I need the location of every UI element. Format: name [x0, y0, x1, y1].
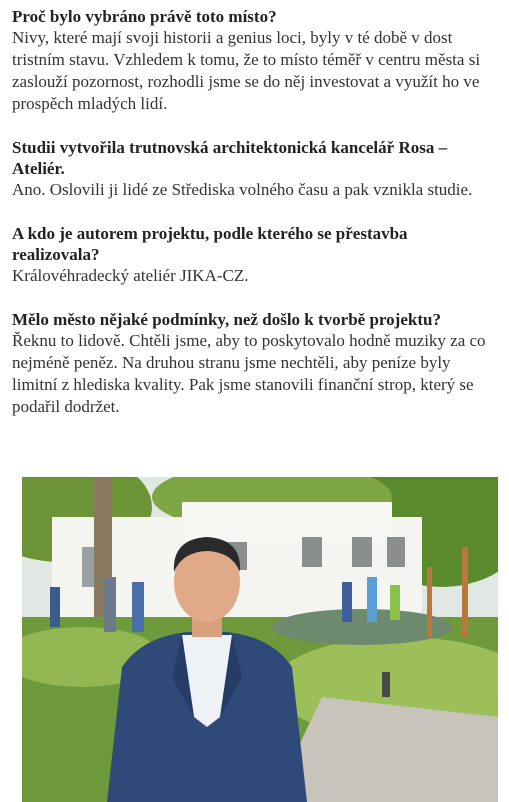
article-photo [22, 477, 498, 802]
question: Proč bylo vybráno právě toto místo? [12, 7, 277, 26]
answer: Řeknu to lidově. Chtěli jsme, aby to poskytovalo hodně muziky za co nejméně peněz. Na druhou stranu jsme nechtěli, aby peníze byly limitní z hlediska kvality. Pak jsme stanovili finanční strop, který se podařil dodržet. [12, 331, 486, 416]
photo-playground-pole [462, 547, 468, 637]
photo-playground [272, 609, 452, 645]
answer: Královéhradecký ateliér JIKA-CZ. [12, 266, 249, 285]
photo-building-window [387, 537, 405, 567]
photo-lamp-post [382, 672, 390, 697]
question: A kdo je autorem projektu, podle kterého se přestavba realizovala? [12, 224, 408, 264]
qa-block [12, 309, 497, 418]
photo-child [104, 577, 116, 632]
qa-block [12, 137, 497, 201]
question: Studii vytvořila trutnovská architektonická kancelář Rosa – Ateliér. [12, 138, 448, 178]
answer: Nivy, které mají svoji historii a genius loci, byly v té době v dost tristním stavu. Vzhledem k tomu, že to místo téměř v centru města si zaslouží pozornost, rozhodli jsme se do něj investovat a využít ho ve prospěch mladých lidí. [12, 28, 481, 113]
answer: Ano. Oslovili ji lidé ze Střediska volného času a pak vznikla studie. [12, 180, 473, 199]
photo-building [182, 502, 392, 542]
qa-block [12, 223, 497, 287]
photo-illustration [22, 477, 498, 802]
photo-child [390, 585, 400, 620]
photo-child [132, 582, 144, 632]
photo-child [50, 587, 60, 627]
qa-block [12, 6, 497, 115]
photo-child [367, 577, 377, 622]
article-body [12, 6, 497, 440]
photo-building-window [352, 537, 372, 567]
photo-child [342, 582, 352, 622]
photo-building-window [302, 537, 322, 567]
photo-playground-pole [427, 567, 432, 637]
photo-building-window [82, 547, 96, 587]
question: Mělo město nějaké podmínky, než došlo k tvorbě projektu? [12, 310, 441, 329]
